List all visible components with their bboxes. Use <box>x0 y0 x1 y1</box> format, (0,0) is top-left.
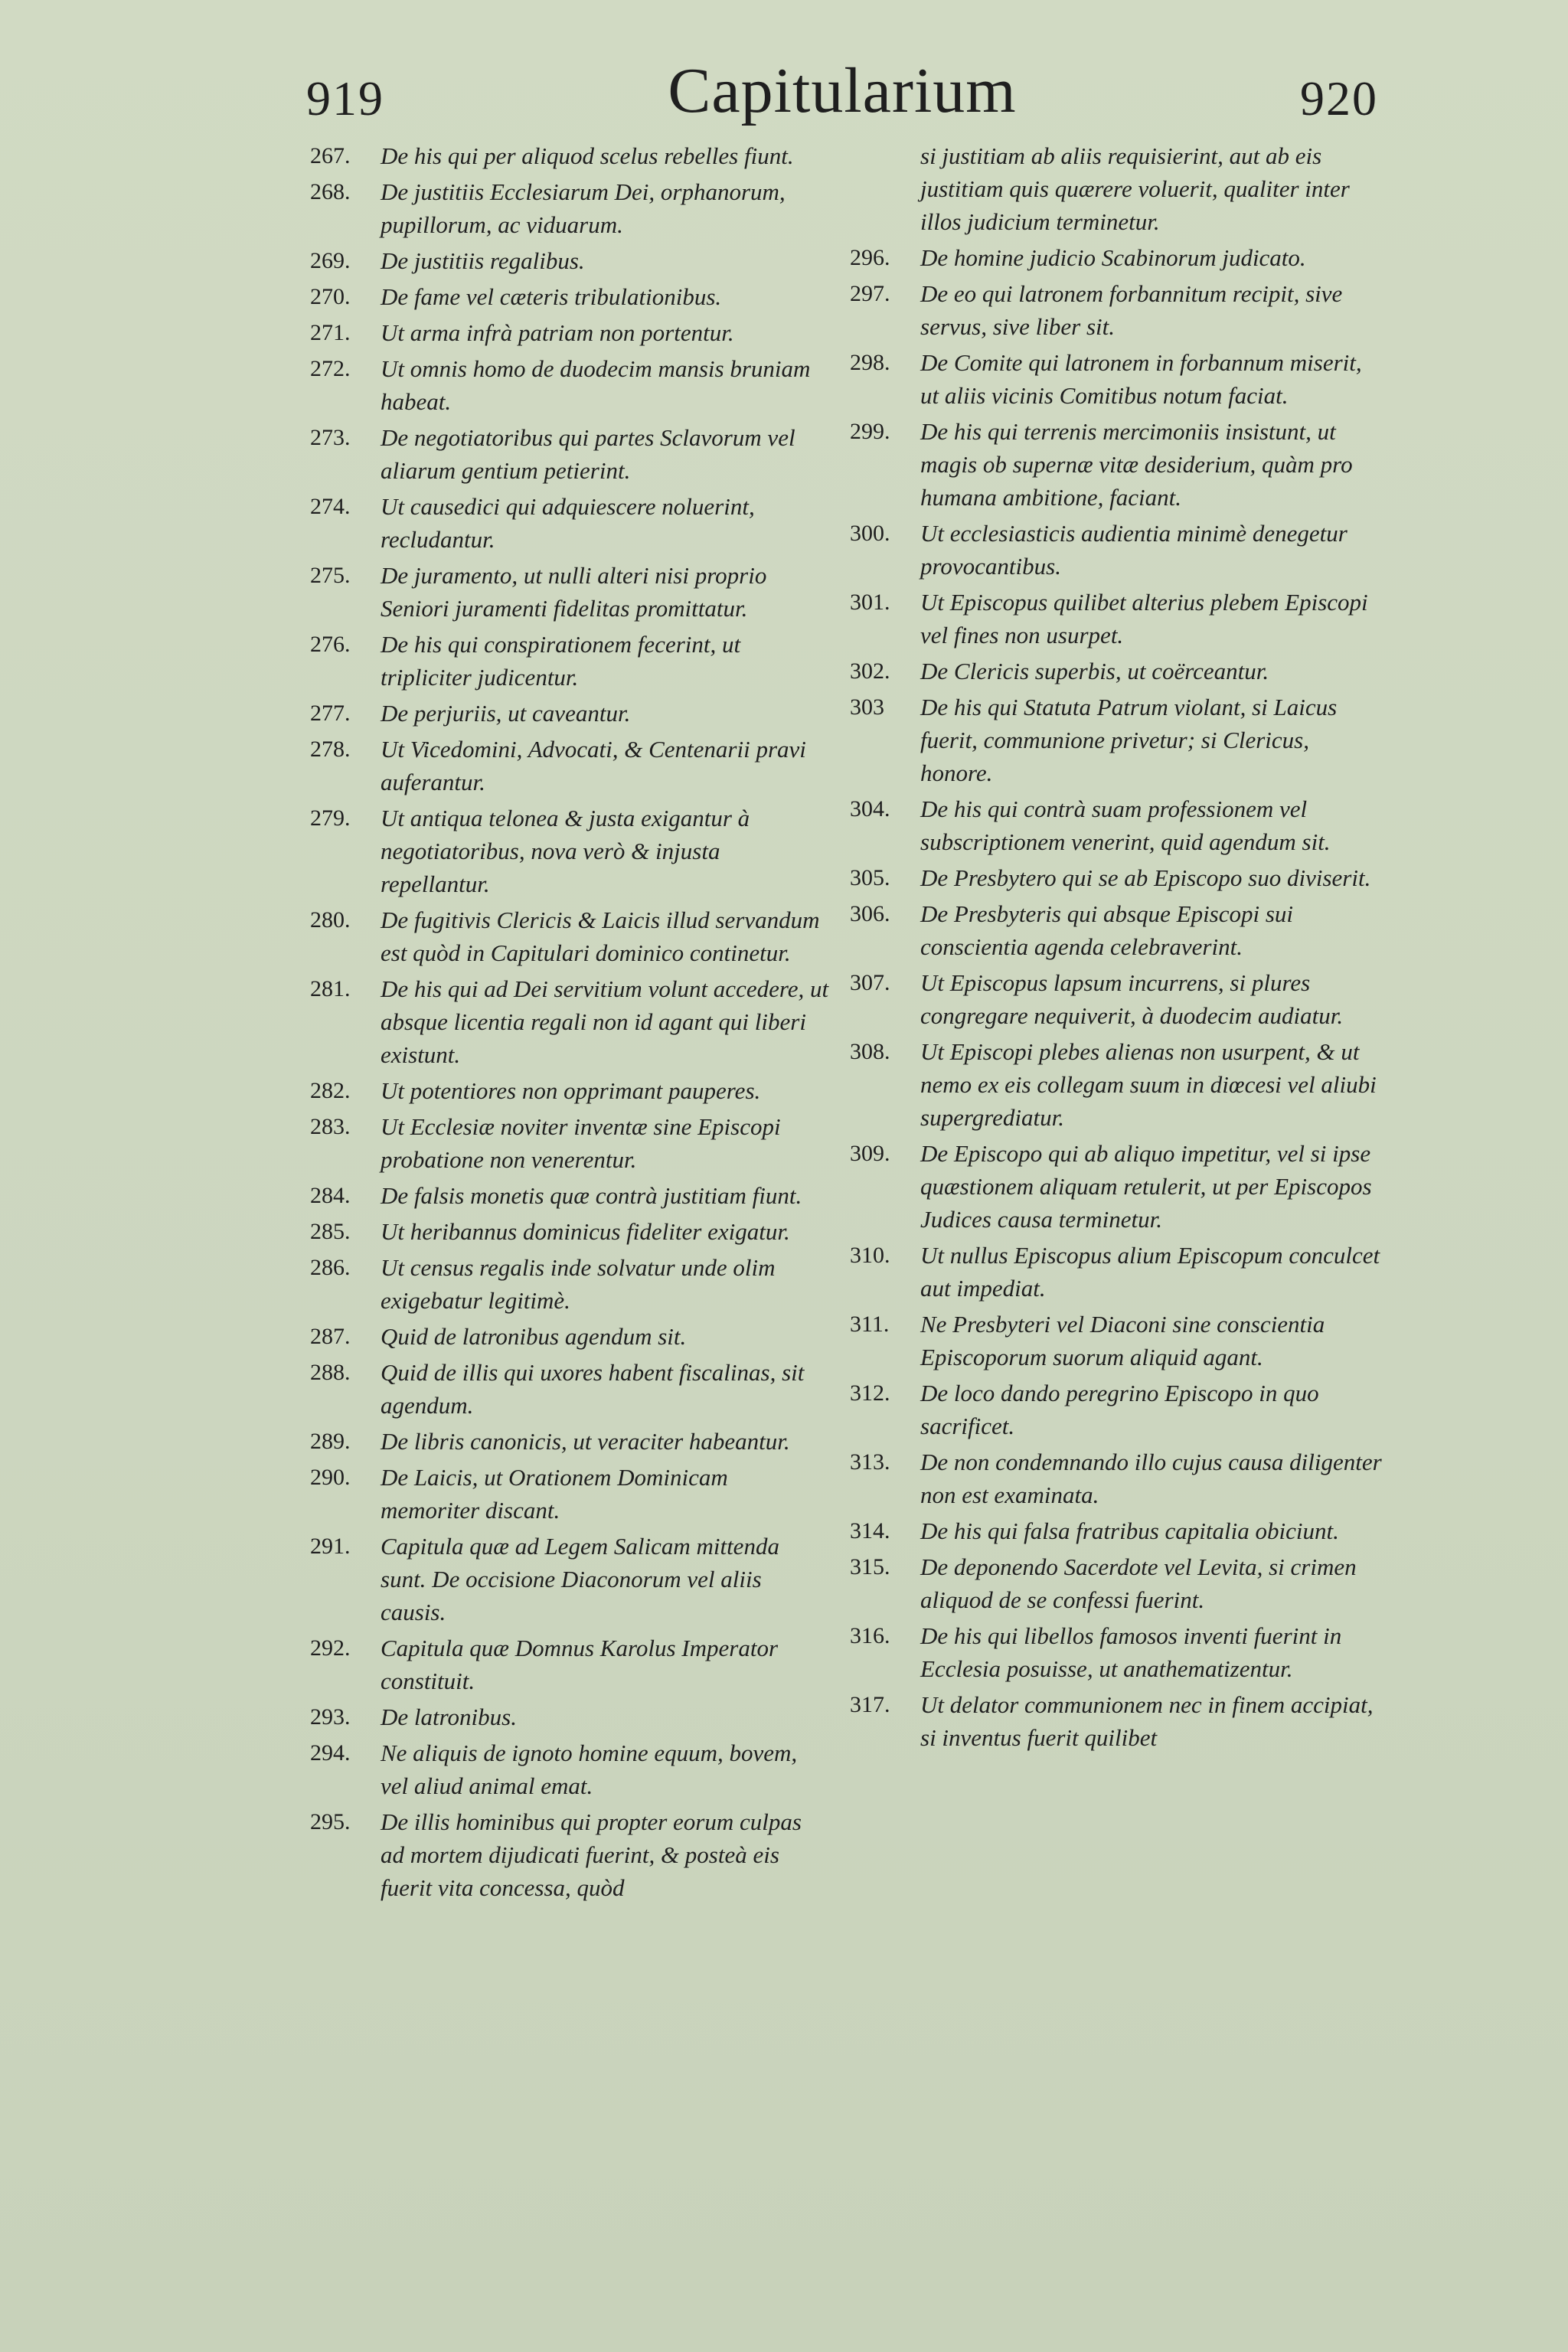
chapter-number: 271. <box>310 320 351 345</box>
chapter-entry <box>850 1035 1386 1134</box>
chapter-entry <box>310 697 831 730</box>
chapter-entry <box>310 559 831 625</box>
chapter-title: De his qui Statuta Patrum violant, si Laicus fuerit, communione privetur; si Clericus, honore. <box>920 694 1338 786</box>
chapter-number: 287. <box>310 1324 351 1349</box>
chapter-title: De latronibus. <box>381 1704 517 1730</box>
chapter-title: De his qui terrenis mercimoniis insistunt, ut magis ob supernæ vitæ desiderium, quàm pro humana ambitione, faciant. <box>920 418 1353 511</box>
continuation-text: si justitiam ab aliis requisierint, aut ab eis justitiam quis quærere voluerit, qualiter inter illos judicium terminetur. <box>920 142 1350 235</box>
chapter-entry <box>310 903 831 969</box>
chapter-title: De negotiatoribus qui partes Sclavorum vel aliarum gentium petierint. <box>381 424 795 484</box>
chapter-entry <box>310 1215 831 1248</box>
page-header <box>306 54 1378 138</box>
left-column <box>310 139 831 1907</box>
chapter-title: De illis hominibus qui propter eorum culpas ad mortem dijudicati fuerint, & posteà eis fuerit vita concessa, quòd <box>381 1808 802 1901</box>
chapter-number: 298. <box>850 350 890 375</box>
chapter-title: Ut Episcopi plebes alienas non usurpent, & ut nemo ex eis collegam suum in diœcesi vel aliubi supergrediatur. <box>920 1038 1377 1131</box>
chapter-entry <box>310 972 831 1071</box>
chapter-title: De eo qui latronem forbannitum recipit, sive servus, sive liber sit. <box>920 280 1343 340</box>
chapter-title: De falsis monetis quæ contrà justitiam fiunt. <box>381 1182 802 1209</box>
chapter-number: 297. <box>850 281 890 306</box>
chapter-entry <box>850 1514 1386 1547</box>
chapter-number: 280. <box>310 907 351 933</box>
chapter-entry <box>310 1736 831 1802</box>
chapter-title: Ut heribannus dominicus fideliter exigatur. <box>381 1218 790 1245</box>
chapter-number: 276. <box>310 632 351 657</box>
chapter-number: 303 <box>850 694 884 720</box>
chapter-number: 289. <box>310 1429 351 1454</box>
chapter-entry <box>850 792 1386 858</box>
chapter-title: Capitula quæ Domnus Karolus Imperator constituit. <box>381 1635 779 1694</box>
chapter-title: De his qui ad Dei servitium volunt accedere, ut absque licentia regali non id agant qui liberi existunt. <box>381 975 829 1068</box>
chapter-number: 286. <box>310 1255 351 1280</box>
chapter-title: Ut census regalis inde solvatur unde olim exigebatur legitimè. <box>381 1254 776 1314</box>
chapter-number: 312. <box>850 1380 890 1406</box>
chapter-number: 309. <box>850 1141 890 1166</box>
chapter-entry <box>310 1356 831 1422</box>
chapter-number: 291. <box>310 1534 351 1559</box>
chapter-title: Ut potentiores non opprimant pauperes. <box>381 1077 761 1104</box>
chapter-title: De non condemnando illo cujus causa diligenter non est examinata. <box>920 1449 1382 1508</box>
chapter-title: De libris canonicis, ut veraciter habeantur. <box>381 1428 790 1455</box>
chapter-title: De fugitivis Clericis & Laicis illud servandum est quòd in Capitulari dominico continetur. <box>381 906 820 966</box>
chapter-number: 288. <box>310 1360 351 1385</box>
chapter-title: De homine judicio Scabinorum judicato. <box>920 244 1306 271</box>
chapter-title: De justitiis Ecclesiarum Dei, orphanorum, pupillorum, ac viduarum. <box>381 178 786 238</box>
chapter-number: 314. <box>850 1518 890 1544</box>
chapter-title: Ut delator communionem nec in finem accipiat, si inventus fuerit quilibet <box>920 1691 1374 1751</box>
chapter-entry <box>310 628 831 694</box>
chapter-title: Ut causedici qui adquiescere noluerint, recludantur. <box>381 493 755 553</box>
chapter-entry <box>850 1137 1386 1236</box>
chapter-entry <box>850 1446 1386 1511</box>
chapter-title: Ut antiqua telonea & justa exigantur à negotiatoribus, nova verò & injusta repellantur. <box>381 805 750 897</box>
chapter-entry <box>310 139 831 172</box>
chapter-title: Ut Episcopus lapsum incurrens, si plures congregare nequiverit, à duodecim audiatur. <box>920 969 1344 1029</box>
chapter-number: 316. <box>850 1623 890 1648</box>
chapter-number: 301. <box>850 590 890 615</box>
chapter-title: De Clericis superbis, ut coërceantur. <box>920 658 1269 684</box>
chapter-number: 305. <box>850 865 890 890</box>
chapter-title: De deponendo Sacerdote vel Levita, si crimen aliquod de se confessi fuerint. <box>920 1553 1357 1613</box>
chapter-number: 292. <box>310 1635 351 1661</box>
chapter-number: 277. <box>310 701 351 726</box>
chapter-title: De loco dando peregrino Episcopo in quo sacrificet. <box>920 1380 1319 1439</box>
chapter-number: 308. <box>850 1039 890 1064</box>
chapter-title: Ne Presbyteri vel Diaconi sine conscientia Episcoporum suorum aliquid agant. <box>920 1311 1325 1370</box>
chapter-entry <box>850 691 1386 789</box>
chapter-entry <box>850 1619 1386 1685</box>
chapter-title: De Laicis, ut Orationem Dominicam memoriter discant. <box>381 1464 728 1524</box>
chapter-number: 270. <box>310 284 351 309</box>
chapter-entry <box>310 1320 831 1353</box>
chapter-entry <box>310 1530 831 1628</box>
chapter-entry <box>310 280 831 313</box>
page-number-right: 920 <box>1300 71 1378 126</box>
chapter-number: 304. <box>850 796 890 822</box>
chapter-number: 293. <box>310 1704 351 1730</box>
chapter-number: 269. <box>310 248 351 273</box>
chapter-number: 272. <box>310 356 351 381</box>
chapter-entry <box>310 1074 831 1107</box>
chapter-title: Ut ecclesiasticis audientia minimè denegetur provocantibus. <box>920 520 1348 580</box>
chapter-entry <box>850 346 1386 412</box>
chapter-entry <box>850 655 1386 688</box>
chapter-entry <box>310 1461 831 1527</box>
chapter-number: 278. <box>310 737 351 762</box>
chapter-entry <box>850 1308 1386 1374</box>
chapter-number: 279. <box>310 805 351 831</box>
chapter-number: 313. <box>850 1449 890 1475</box>
chapter-title: Quid de latronibus agendum sit. <box>381 1323 687 1350</box>
chapter-title: De juramento, ut nulli alteri nisi proprio Seniori juramenti fidelitas promittatur. <box>381 562 767 622</box>
page-number-left: 919 <box>306 71 384 126</box>
chapter-title: Ne aliquis de ignoto homine equum, bovem, vel aliud animal emat. <box>381 1740 798 1799</box>
chapter-entry <box>850 415 1386 514</box>
chapter-title: Ut nullus Episcopus alium Episcopum conculcet aut impediat. <box>920 1242 1380 1302</box>
chapter-entry <box>310 316 831 349</box>
chapter-number: 311. <box>850 1312 890 1337</box>
chapter-title: Ut arma infrà patriam non portentur. <box>381 319 734 346</box>
chapter-entry <box>310 1632 831 1697</box>
chapter-entry <box>310 490 831 556</box>
chapter-entry <box>850 241 1386 274</box>
chapter-title: De Episcopo qui ab aliquo impetitur, vel si ipse quæstionem aliquam retulerit, ut per Episcopos Judices causa terminetur. <box>920 1140 1372 1233</box>
chapter-title: De his qui libellos famosos inventi fuerint in Ecclesia posuisse, ut anathematizentur. <box>920 1622 1342 1682</box>
chapter-entry <box>850 861 1386 894</box>
chapter-entry <box>850 517 1386 583</box>
chapter-title: Ut Ecclesiæ noviter inventæ sine Episcopi probatione non venerentur. <box>381 1113 781 1173</box>
chapter-number: 283. <box>310 1114 351 1139</box>
chapter-entry <box>310 421 831 487</box>
chapter-entry <box>310 1110 831 1176</box>
chapter-entry <box>310 802 831 900</box>
chapter-entry <box>850 897 1386 963</box>
chapter-title: Quid de illis qui uxores habent fiscalinas, sit agendum. <box>381 1359 805 1419</box>
chapter-number: 299. <box>850 419 890 444</box>
chapter-entry <box>310 1700 831 1733</box>
chapter-entry <box>310 1251 831 1317</box>
chapter-entry <box>310 1425 831 1458</box>
chapter-entry <box>310 244 831 277</box>
chapter-title: De Presbytero qui se ab Episcopo suo diviserit. <box>920 864 1371 891</box>
chapter-number: 274. <box>310 494 351 519</box>
chapter-number: 317. <box>850 1692 890 1717</box>
chapter-number: 273. <box>310 425 351 450</box>
chapter-entry <box>850 277 1386 343</box>
chapter-number: 306. <box>850 901 890 926</box>
chapter-number: 294. <box>310 1740 351 1766</box>
chapter-entry <box>310 733 831 799</box>
chapter-number: 310. <box>850 1243 890 1268</box>
chapter-title: De Comite qui latronem in forbannum miserit, ut aliis vicinis Comitibus notum faciat. <box>920 349 1362 409</box>
chapter-entry <box>850 966 1386 1032</box>
chapter-entry <box>310 1179 831 1212</box>
chapter-number: 315. <box>850 1554 890 1579</box>
chapter-title: Capitula quæ ad Legem Salicam mittenda sunt. De occisione Diaconorum vel aliis causis. <box>381 1533 779 1625</box>
chapter-number: 307. <box>850 970 890 995</box>
chapter-number: 267. <box>310 143 351 168</box>
chapter-number: 290. <box>310 1465 351 1490</box>
chapter-entry <box>310 352 831 418</box>
chapter-number: 296. <box>850 245 890 270</box>
chapter-title: De perjuriis, ut caveantur. <box>381 700 631 727</box>
chapter-entry <box>850 1550 1386 1616</box>
chapter-number: 295. <box>310 1809 351 1834</box>
chapter-entry <box>850 1377 1386 1442</box>
chapter-title: De justitiis regalibus. <box>381 247 585 274</box>
chapter-entry <box>310 175 831 241</box>
chapter-number: 302. <box>850 658 890 684</box>
chapter-title: De his qui falsa fratribus capitalia obiciunt. <box>920 1517 1339 1544</box>
chapter-title: Ut Vicedomini, Advocati, & Centenarii pravi auferantur. <box>381 736 806 795</box>
chapter-number: 300. <box>850 521 890 546</box>
chapter-number: 282. <box>310 1078 351 1103</box>
right-column-entries <box>850 241 1386 1754</box>
chapter-entry <box>310 1805 831 1904</box>
running-title: Capitularium <box>668 55 1017 126</box>
chapter-title: Ut Episcopus quilibet alterius plebem Episcopi vel fines non usurpet. <box>920 589 1368 648</box>
chapter-number: 281. <box>310 976 351 1001</box>
chapter-title: De his qui contrà suam professionem vel subscriptionem venerint, quid agendum sit. <box>920 795 1331 855</box>
chapter-title: De fame vel cæteris tribulationibus. <box>381 283 722 310</box>
chapter-title: De Presbyteris qui absque Episcopi sui conscientia agenda celebraverint. <box>920 900 1294 960</box>
chapter-number: 284. <box>310 1183 351 1208</box>
chapter-entry <box>850 1239 1386 1305</box>
right-column <box>850 139 1386 1757</box>
chapter-number: 285. <box>310 1219 351 1244</box>
chapter-entry <box>850 586 1386 652</box>
chapter-number: 268. <box>310 179 351 204</box>
chapter-title: De his qui per aliquod scelus rebelles fiunt. <box>381 142 794 169</box>
chapter-number: 275. <box>310 563 351 588</box>
chapter-title: Ut omnis homo de duodecim mansis bruniam habeat. <box>381 355 811 415</box>
chapter-title: De his qui conspirationem fecerint, ut tripliciter judicentur. <box>381 631 741 691</box>
chapter-entry <box>850 1688 1386 1754</box>
